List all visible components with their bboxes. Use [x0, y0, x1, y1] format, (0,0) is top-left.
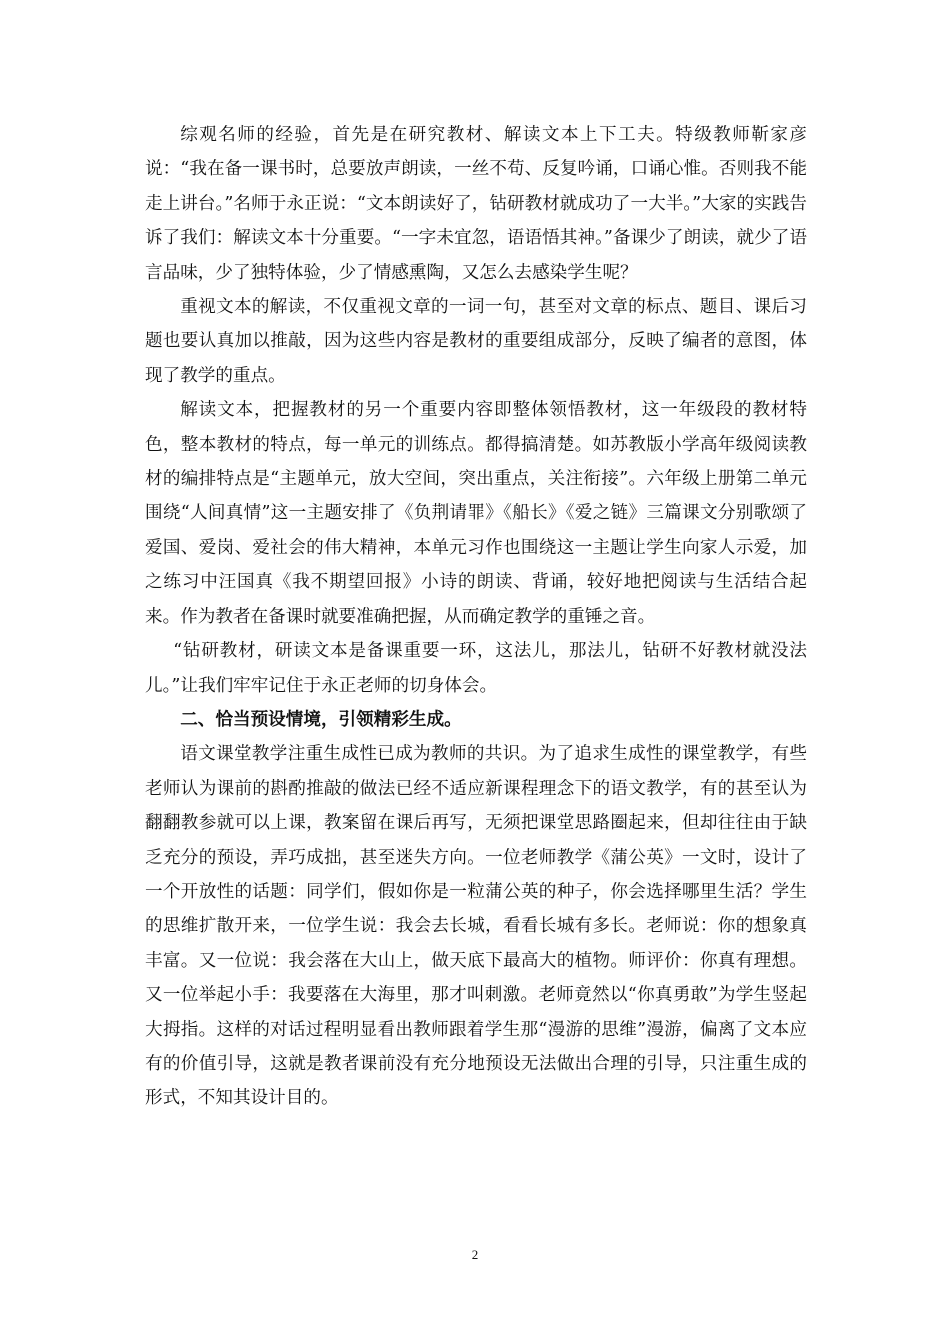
section-heading-two: 二、恰当预设情境，引领精彩生成。: [180, 708, 462, 730]
paragraph-yu-yongzheng-quote: “钻研教材，研读文本是备课重要一环，这法儿，那法儿，钻研不好教材就没法儿。”让我们牢牢记住于永正老师的切身体会。: [145, 641, 807, 696]
page-number: 2: [471, 1247, 479, 1262]
paragraph-text-interpretation: 重视文本的解读，不仅重视文章的一词一句，甚至对文章的标点、题目、课后习题也要认真加以推敲，因为这些内容是教材的重要组成部分，反映了编者的意图，体现了教学的重点。: [145, 297, 807, 386]
document-body: [145, 118, 807, 1116]
paragraph-generative-teaching: 语文课堂教学注重生成性已成为教师的共识。为了追求生成性的课堂教学，有些老师认为课前的斟酌推敲的做法已经不适应新课程理念下的语文教学，有的甚至认为翻翻教参就可以上课，教案留在课后再写，无须把课堂思路圈起来，但却往往由于缺乏充分的预设，弄巧成拙，甚至迷失方向。一位老师教学《蒲公英》一文时，设计了一个开放性的话题：同学们，假如你是一粒蒲公英的种子，你会选择哪里生活？学生的思维扩散开来，一位学生说：我会去长城，看看长城有多长。老师说：你的想象真丰富。又一位说：我会落在大山上，做天底下最高大的植物。师评价：你真有理想。又一位举起小手：我要落在大海里，那才叫刺激。老师竟然以“你真勇敢”为学生竖起大拇指。这样的对话过程明显看出教师跟着学生那“漫游的思维”漫游，偏离了文本应有的价值引导，这就是教者课前没有充分地预设无法做出合理的引导，只注重生成的形式，不知其设计目的。: [145, 744, 807, 1109]
paragraph-textbook-grasp: 解读文本，把握教材的另一个重要内容即整体领悟教材，这一年级段的教材特色，整本教材的特点，每一单元的训练点。都得搞清楚。如苏教版小学高年级阅读教材的编排特点是“主题单元，放大空间，突出重点，关注衔接”。六年级上册第二单元围绕“人间真情”这一主题安排了《负荆请罪》《船长》《爱之链》三篇课文分别歌颂了爱国、爱岗、爱社会的伟大精神，本单元习作也围绕这一主题让学生向家人示爱，加之练习中汪国真《我不期望回报》小诗的朗读、背诵，较好地把阅读与生活结合起来。作为教者在备课时就要准确把握，从而确定教学的重锤之音。: [145, 400, 807, 627]
paragraph-master-teachers-experience: 综观名师的经验，首先是在研究教材、解读文本上下工夫。特级教师靳家彦说：“我在备一课书时，总要放声朗读，一丝不苟、反复吟诵，口诵心惟。否则我不能走上讲台。”名师于永正说：“文本朗读好了，钻研教材就成功了一大半。”大家的实践告诉了我们：解读文本十分重要。“一字未宜忽，语语悟其神。”备课少了朗读，就少了语言品味，少了独特体验，少了情感熏陶，又怎么去感染学生呢？: [145, 125, 807, 283]
